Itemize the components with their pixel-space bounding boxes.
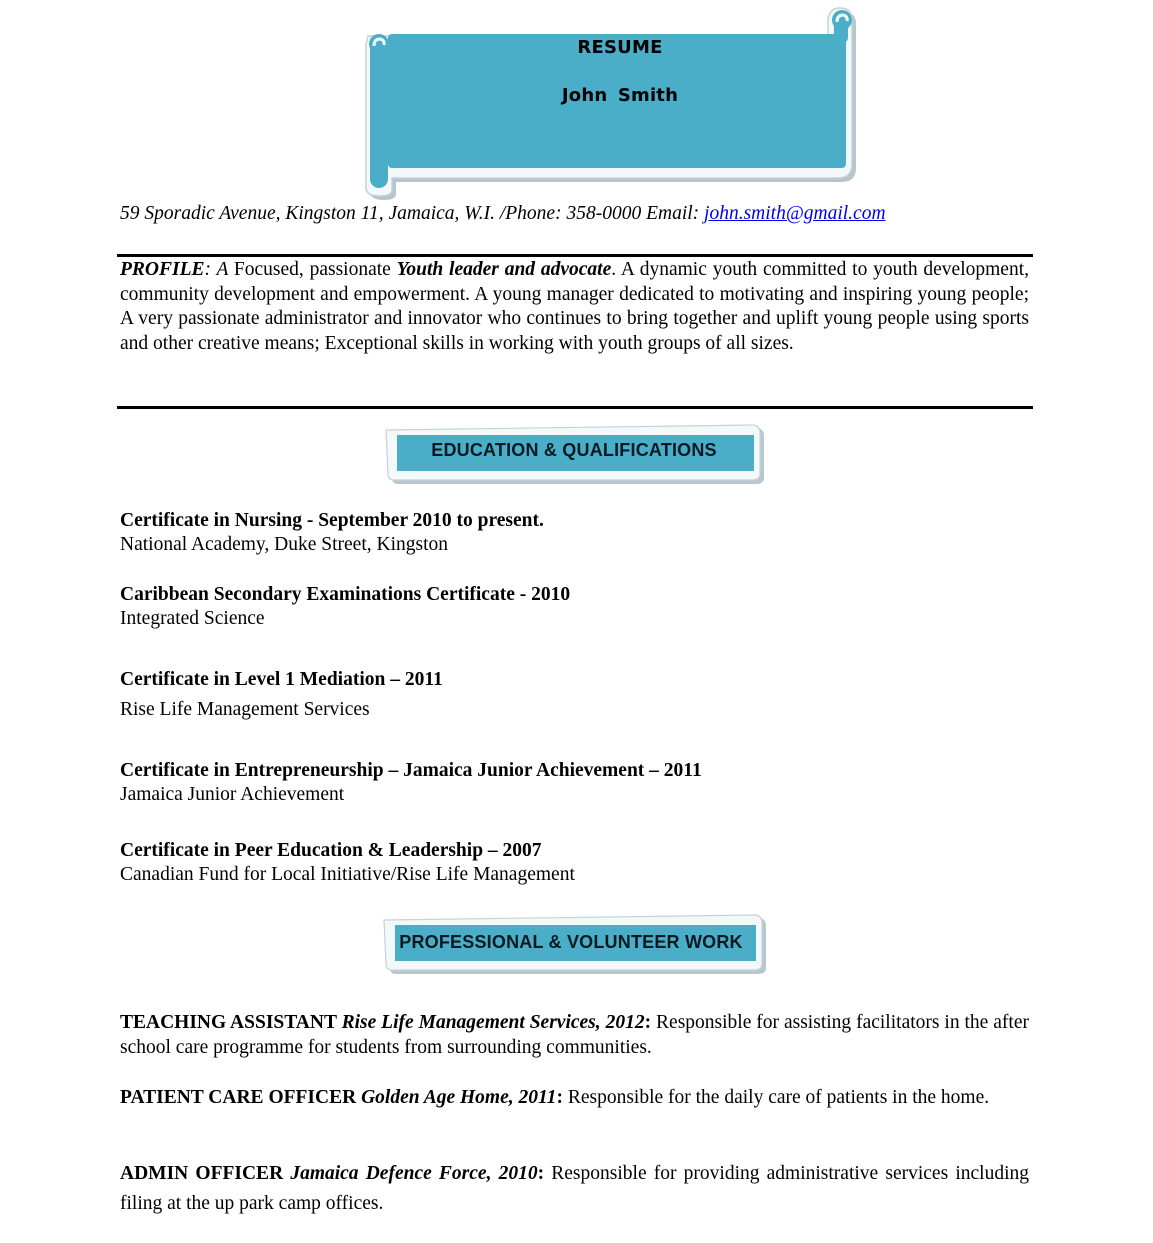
work-item bbox=[120, 1011, 1029, 1060]
work-item-colon: : bbox=[556, 1087, 563, 1108]
work-item-colon: : bbox=[537, 1163, 545, 1184]
work-item-role: PATIENT CARE OFFICER bbox=[120, 1087, 362, 1108]
profile-intro: Focused, passionate bbox=[233, 259, 397, 280]
education-item-detail: National Academy, Duke Street, Kingston bbox=[120, 534, 448, 555]
work-item-org: Jamaica Defence Force, 2010 bbox=[290, 1163, 538, 1184]
profile-highlight: Youth leader and advocate bbox=[396, 259, 612, 280]
education-item bbox=[120, 509, 544, 557]
profile-label: PROFILE bbox=[120, 259, 205, 280]
education-item-title: Certificate in Peer Education & Leadership – 2007 bbox=[120, 840, 542, 861]
candidate-name: John Smith bbox=[561, 85, 679, 106]
work-item bbox=[120, 1159, 1029, 1218]
education-item-detail: Jamaica Junior Achievement bbox=[120, 784, 345, 805]
education-item bbox=[120, 668, 443, 722]
top-divider bbox=[117, 254, 1033, 257]
profile-body: . A dynamic youth committed to youth development, community development and empowerment. A young manager dedicated to motivating and inspiring young people; A very passionate administrator and innovator who continues to bring together and uplift young people using sports and other creative means; Exceptional skills in working with youth groups of all sizes. bbox=[120, 259, 1029, 354]
work-item-org: Golden Age Home, 2011 bbox=[361, 1087, 557, 1108]
profile-divider bbox=[117, 406, 1033, 409]
education-item-title: Certificate in Level 1 Mediation – 2011 bbox=[120, 669, 443, 690]
education-item-detail: Canadian Fund for Local Initiative/Rise Life Management bbox=[120, 864, 575, 885]
work-item-desc: Responsible for providing administrative services including filing at the up park camp offices. bbox=[120, 1163, 1029, 1214]
education-item-title: Certificate in Nursing - September 2010 to present. bbox=[120, 510, 544, 531]
profile-sep: : A bbox=[204, 259, 234, 280]
education-item bbox=[120, 759, 702, 807]
work-item-org: Rise Life Management Services, 2012 bbox=[341, 1012, 645, 1033]
education-item-title: Caribbean Secondary Examinations Certificate - 2010 bbox=[120, 584, 571, 605]
work-item-desc: Responsible for assisting facilitators in the after school care programme for students from surrounding communities. bbox=[120, 1012, 1029, 1058]
work-item-colon: : bbox=[644, 1012, 652, 1033]
title-scroll-banner bbox=[362, 6, 862, 200]
education-item bbox=[120, 839, 575, 887]
work-section-title: PROFESSIONAL & VOLUNTEER WORK bbox=[399, 932, 743, 952]
work-item-role: ADMIN OFFICER bbox=[120, 1163, 291, 1184]
work-section-banner bbox=[382, 912, 768, 978]
education-item-detail: Rise Life Management Services bbox=[120, 699, 370, 720]
education-section-title: EDUCATION & QUALIFICATIONS bbox=[431, 440, 717, 460]
work-item bbox=[120, 1083, 1029, 1113]
education-item bbox=[120, 583, 570, 631]
education-item-title: Certificate in Entrepreneurship – Jamaica Junior Achievement – 2011 bbox=[120, 760, 702, 781]
education-item-detail: Integrated Science bbox=[120, 608, 265, 629]
contact-line bbox=[120, 203, 886, 225]
profile-paragraph bbox=[120, 258, 1029, 356]
work-item-desc: Responsible for the daily care of patients in the home. bbox=[562, 1087, 990, 1108]
email-link[interactable]: john.smith@gmail.com bbox=[704, 203, 886, 224]
education-section-banner bbox=[384, 422, 766, 488]
resume-heading: RESUME bbox=[577, 37, 663, 58]
work-item-role: TEACHING ASSISTANT bbox=[120, 1012, 342, 1033]
contact-address: 59 Sporadic Avenue, Kingston 11, Jamaica, W.I. /Phone: 358-0000 Email: bbox=[120, 203, 705, 224]
